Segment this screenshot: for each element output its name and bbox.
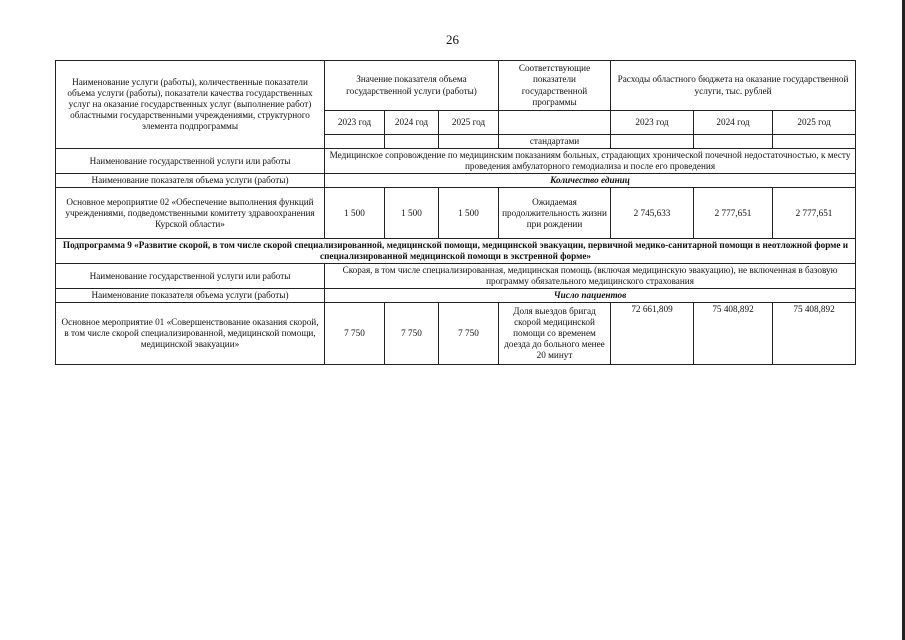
- indicator-label: Наименование показателя объема услуги (работы): [56, 174, 325, 188]
- activity-cell: Основное мероприятие 01 «Совершенствование оказания скорой, в том числе скорой специализированной, медицинской помощи, медицинской эвакуации»: [56, 303, 325, 365]
- value-2024: 1 500: [385, 188, 439, 239]
- header-expenses-cell: Расходы областного бюджета на оказание государственной услуги, тыс. рублей: [611, 61, 856, 111]
- empty-cell: [611, 135, 694, 149]
- budget-table: [55, 60, 856, 365]
- standards-cell: стандартами: [499, 135, 611, 149]
- page-number: 26: [446, 32, 459, 47]
- header-year-2023: 2023 год: [325, 111, 385, 135]
- header-exp-year-2024: 2024 год: [694, 111, 773, 135]
- indicator-value: Количество единиц: [325, 174, 856, 188]
- service-value: Скорая, в том числе специализированная, медицинская помощь (включая медицинскую эвакуацию), не включенная в базовую программу обязательного медицинского страхования: [325, 264, 856, 289]
- expense-2024: 2 777,651: [694, 188, 773, 239]
- value-2024: 7 750: [385, 303, 439, 365]
- empty-cell: [325, 135, 385, 149]
- expense-2025: 2 777,651: [773, 188, 856, 239]
- indicator-value: Число пациентов: [325, 289, 856, 303]
- service-label: Наименование государственной услуги или работы: [56, 264, 325, 289]
- expense-2023: 2 745,633: [611, 188, 694, 239]
- header-year-2024: 2024 год: [385, 111, 439, 135]
- header-name-cell: Наименование услуги (работы), количественные показатели объема услуги (работы), показатели качества государственных услуг на оказание государственных услуг (выполнение работ) областными государственными учреждениями, структурного элемента подпрограммы: [56, 61, 325, 149]
- header-indicators-blank: [499, 111, 611, 135]
- service-value: Медицинское сопровождение по медицинским показаниям больных, страдающих хронической почечной недостаточностью, к месту проведения амбулаторного гемодиализа и после его проведения: [325, 149, 856, 174]
- header-exp-year-2025: 2025 год: [773, 111, 856, 135]
- subprogram-heading: Подпрограмма 9 «Развитие скорой, в том числе скорой специализированной, медицинской помощи, медицинской эвакуации, первичной медико-санитарной помощи в неотложной форме и специализированной медицинской помощи в экстренной форме»: [56, 239, 856, 264]
- header-value-cell: Значение показателя объема государственной услуги (работы): [325, 61, 499, 111]
- empty-cell: [773, 135, 856, 149]
- expense-2025: 75 408,892: [773, 303, 856, 365]
- value-2023: 1 500: [325, 188, 385, 239]
- empty-cell: [385, 135, 439, 149]
- expense-2023: 72 661,809: [611, 303, 694, 365]
- header-exp-year-2023: 2023 год: [611, 111, 694, 135]
- activity-cell: Основное мероприятие 02 «Обеспечение выполнения функций учреждениями, подведомственными комитету здравоохранения Курской области»: [56, 188, 325, 239]
- program-indicator: Доля выездов бригад скорой медицинской помощи со временем доезда до больного менее 20 минут: [499, 303, 611, 365]
- program-indicator: Ожидаемая продолжительность жизни при рождении: [499, 188, 611, 239]
- expense-2024: 75 408,892: [694, 303, 773, 365]
- indicator-label: Наименование показателя объема услуги (работы): [56, 289, 325, 303]
- empty-cell: [694, 135, 773, 149]
- header-year-2025: 2025 год: [439, 111, 499, 135]
- value-2023: 7 750: [325, 303, 385, 365]
- value-2025: 7 750: [439, 303, 499, 365]
- value-2025: 1 500: [439, 188, 499, 239]
- service-label: Наименование государственной услуги или работы: [56, 149, 325, 174]
- header-indicators-cell: Соответствующие показатели государственной программы: [499, 61, 611, 111]
- empty-cell: [439, 135, 499, 149]
